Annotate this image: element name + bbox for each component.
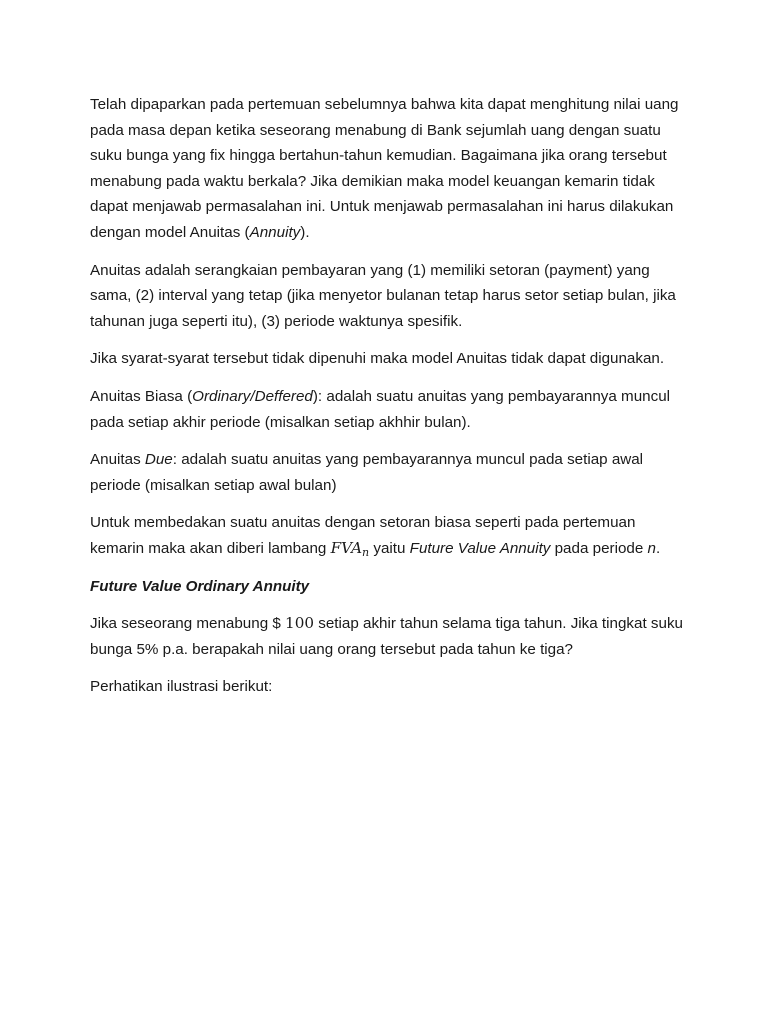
fva-paragraph-middle: yaitu [369, 539, 410, 557]
paragraph-illustration: Perhatikan ilustrasi berikut: [90, 678, 273, 696]
fva-paragraph-start: Untuk membedakan suatu anuitas dengan setoran biasa seperti pada pertemuan kemarin maka akan diberi lambang [90, 514, 636, 557]
annuity-due-end: : adalah suatu anuitas yang pembayarannya muncul pada setiap awal periode (misalkan setiap awal bulan) [90, 451, 644, 494]
fva-symbol [331, 539, 370, 557]
paragraph-fva-symbol [90, 510, 690, 561]
paragraph-definition: Anuitas adalah serangkaian pembayaran yang (1) memiliki setoran (payment) yang sama, (2) interval yang tetap (jika menyetor bulanan tetap harus setor setiap bulan, jika tahunan juga seperti itu), (3) periode waktunya spesifik. [90, 261, 676, 330]
example-start: Jika seseorang menabung $ [90, 615, 286, 633]
paragraph-annuity-due [90, 447, 690, 498]
paragraph-conditions: Jika syarat-syarat tersebut tidak dipenuhi maka model Anuitas tidak dapat digunakan. [90, 350, 665, 368]
paragraph-intro-end: ). [300, 223, 310, 241]
document-body [90, 92, 690, 712]
section-heading: Future Value Ordinary Annuity [90, 577, 310, 595]
annuity-due-start: Anuitas [90, 451, 145, 469]
ordinary-annuity-start: Anuitas Biasa ( [90, 387, 193, 405]
paragraph-ordinary-annuity [90, 384, 690, 435]
ordinary-annuity-end: ): adalah suatu anuitas yang pembayarannya muncul pada setiap akhir periode (misalkan setiap akhhir bulan). [90, 387, 671, 431]
example-amount: 100 [285, 614, 315, 633]
fva-paragraph-end: . [655, 539, 661, 557]
period-n-term: n [647, 539, 656, 557]
future-value-annuity-term: Future Value Annuity [409, 539, 551, 557]
fva-symbol-base: FVA [330, 538, 363, 557]
paragraph-intro-text: Telah dipaparkan pada pertemuan sebelumnya bahwa kita dapat menghitung nilai uang pada masa depan ketika seseorang menabung di Bank sejumlah uang dengan suatu suku bunga yang fix hingga bertahun-tahun kemudian. Bagaimana jika orang tersebut menabung pada waktu berkala? Jika demikian maka model keuangan kemarin tidak dapat menjawab permasalahan ini. Untuk menjawab permasalahan ini harus dilakukan dengan model Anuitas ( [90, 96, 679, 241]
ordinary-deffered-term: Ordinary/Deffered [192, 387, 313, 405]
annuity-term: Annuity [249, 223, 301, 241]
fva-paragraph-after-term: pada periode [550, 539, 648, 557]
example-end: setiap akhir tahun selama tiga tahun. Jika tingkat suku bunga 5% p.a. berapakah nilai uang orang tersebut pada tahun ke tiga? [90, 615, 683, 658]
paragraph-intro [90, 92, 690, 246]
fva-symbol-subscript: n [362, 545, 370, 559]
due-term: Due [144, 451, 173, 469]
paragraph-example [90, 611, 690, 662]
